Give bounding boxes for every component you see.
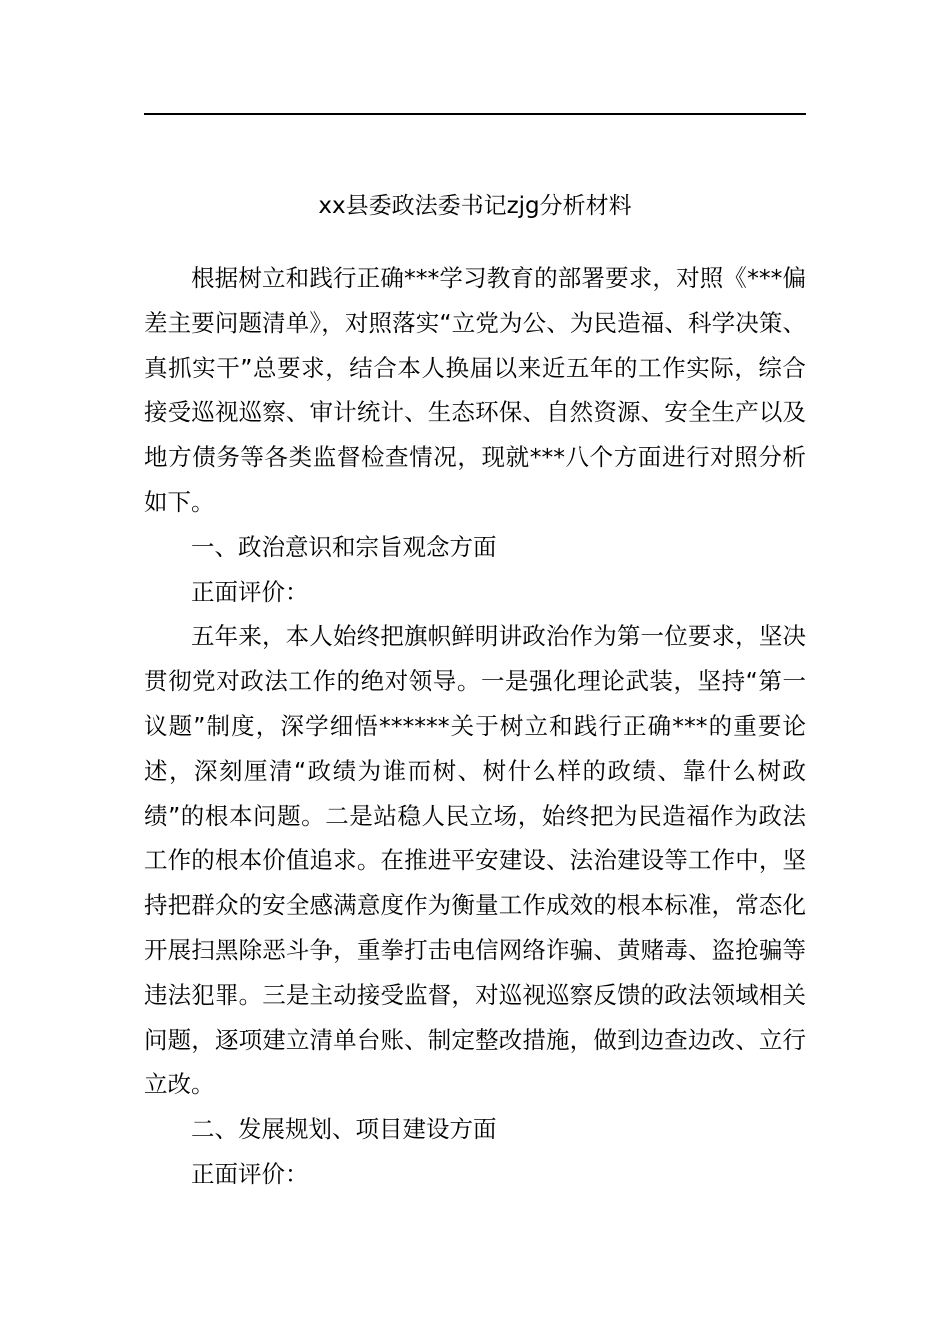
section-heading-2: 二、发展规划、项目建设方面 — [191, 1115, 497, 1144]
subheading-positive-evaluation: 正面评价： — [191, 577, 309, 606]
intro-paragraph: 根据树立和践行正确***学习教育的部署要求，对照《***偏差主要问题清单》，对照落实“立党为公、为民造福、科学决策、真抓实干”总要求，结合本人换届以来近五年的工作实际，综合接受巡视巡察、审计统计、生态环保、自然资源、安全生产以及地方债务等各类监督检查情况，现就***八个方面进行对照分析如下。 — [144, 264, 806, 516]
header-rule — [144, 113, 806, 115]
body-paragraph: 五年来，本人始终把旗帜鲜明讲政治作为第一位要求，坚决贯彻党对政法工作的绝对领导。一是强化理论武装，坚持“第一议题”制度，深学细悟******关于树立和践行正确***的重要论述，深刻厘清“政绩为谁而树、树什么样的政绩、靠什么树政绩”的根本问题。二是站稳人民立场，始终把为民造福作为政法工作的根本价值追求。在推进平安建设、法治建设等工作中，坚持把群众的安全感满意度作为衡量工作成效的根本标准，常态化开展扫黑除恶斗争，重拳打击电信网络诈骗、黄赌毒、盗抢骗等违法犯罪。三是主动接受监督，对巡视巡察反馈的政法领域相关问题，逐项建立清单台账、制定整改措施，做到边查边改、立行立改。 — [144, 622, 806, 1099]
section-heading-1: 一、政治意识和宗旨观念方面 — [191, 532, 497, 561]
document-title: xx县委政法委书记zjg分析材料 — [318, 193, 632, 219]
subheading-positive-evaluation: 正面评价： — [191, 1159, 309, 1188]
document-body — [144, 256, 806, 1197]
